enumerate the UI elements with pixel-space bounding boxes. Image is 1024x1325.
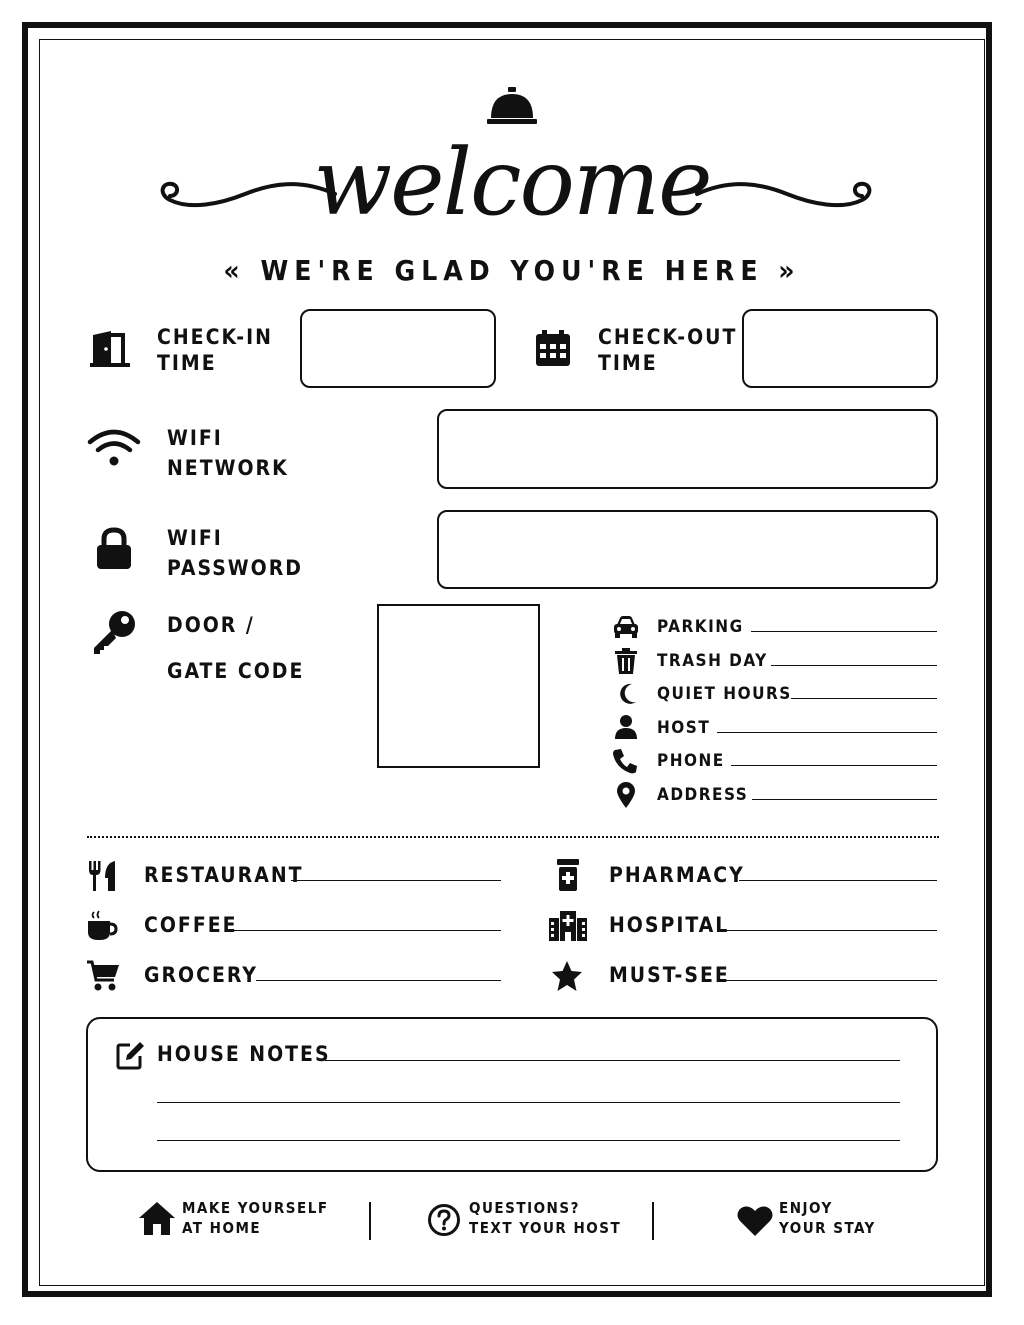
wifi-network-field[interactable] xyxy=(437,409,938,489)
wifi-icon xyxy=(87,428,141,468)
footer-questions-line2: TEXT YOUR HOST xyxy=(469,1219,622,1237)
service-bell-icon xyxy=(486,86,538,126)
info-label-parking: PARKING xyxy=(657,617,744,637)
door-code-label xyxy=(167,602,304,694)
moon-icon xyxy=(616,682,638,706)
house-notes-line-2[interactable] xyxy=(157,1102,900,1103)
wifi-password-field[interactable] xyxy=(437,510,938,589)
subtitle: « WE'RE GLAD YOU'RE HERE » xyxy=(223,254,801,287)
person-icon xyxy=(614,714,638,740)
question-circle-icon xyxy=(427,1203,461,1237)
key-icon xyxy=(90,608,138,656)
edit-icon xyxy=(116,1040,146,1070)
footer-home-line2: AT HOME xyxy=(182,1219,262,1237)
must-see-line[interactable] xyxy=(726,980,937,981)
welcome-title: welcome xyxy=(313,129,711,236)
info-label-trash-day: TRASH DAY xyxy=(657,651,768,671)
place-label-hospital: HOSPITAL xyxy=(609,913,730,937)
parking-line[interactable] xyxy=(751,631,937,632)
wifi-password-label xyxy=(167,523,303,583)
restaurant-line[interactable] xyxy=(291,880,501,881)
footer-home-line1: MAKE YOURSELF xyxy=(182,1199,329,1217)
info-label-quiet-hours: QUIET HOURS xyxy=(657,684,792,704)
info-label-address: ADDRESS xyxy=(657,785,749,805)
checkin-time-field[interactable] xyxy=(300,309,496,388)
info-label-host: HOST xyxy=(657,718,711,738)
house-notes-label: HOUSE NOTES xyxy=(157,1042,331,1066)
grocery-line[interactable] xyxy=(256,980,501,981)
footer-questions-text xyxy=(469,1198,621,1238)
door-code-field[interactable] xyxy=(377,604,540,768)
place-label-coffee: COFFEE xyxy=(144,913,238,937)
car-icon xyxy=(612,615,640,639)
place-label-grocery: GROCERY xyxy=(144,963,258,987)
wifi-network-line1: WIFI xyxy=(167,426,223,450)
pharmacy-line[interactable] xyxy=(739,880,937,881)
checkout-label-line2: TIME xyxy=(598,351,658,375)
trash-day-line[interactable] xyxy=(771,665,937,666)
phone-line[interactable] xyxy=(731,765,937,766)
place-label-pharmacy: PHARMACY xyxy=(609,863,745,887)
checkin-label xyxy=(157,324,273,376)
pill-bottle-icon xyxy=(556,858,580,892)
location-pin-icon xyxy=(616,781,636,809)
place-label-must-see: MUST-SEE xyxy=(609,963,730,987)
host-line[interactable] xyxy=(717,732,937,733)
home-icon xyxy=(138,1200,176,1236)
star-icon xyxy=(551,960,583,992)
trash-icon xyxy=(614,647,638,675)
place-label-restaurant: RESTAURANT xyxy=(144,863,304,887)
dotted-divider xyxy=(87,836,939,838)
calendar-icon xyxy=(535,328,571,368)
checkout-time-field[interactable] xyxy=(742,309,938,388)
footer-enjoy-line2: YOUR STAY xyxy=(779,1219,876,1237)
hospital-line[interactable] xyxy=(726,930,937,931)
wifi-network-label xyxy=(167,423,289,483)
coffee-line[interactable] xyxy=(234,930,501,931)
footer-home-text xyxy=(182,1198,329,1238)
shopping-cart-icon xyxy=(86,960,120,992)
hospital-icon xyxy=(548,910,588,942)
fork-knife-icon xyxy=(88,860,118,892)
door-code-line2: GATE CODE xyxy=(167,659,305,683)
coffee-cup-icon xyxy=(86,910,118,942)
lock-icon xyxy=(95,527,133,571)
footer-questions-line1: QUESTIONS? xyxy=(469,1199,580,1217)
info-label-phone: PHONE xyxy=(657,751,725,771)
house-notes-line-1[interactable] xyxy=(325,1060,900,1061)
footer-enjoy-line1: ENJOY xyxy=(779,1199,833,1217)
phone-icon xyxy=(612,748,638,774)
checkin-label-line2: TIME xyxy=(157,351,217,375)
address-line[interactable] xyxy=(752,799,937,800)
wifi-password-line1: WIFI xyxy=(167,526,223,550)
checkin-label-line1: CHECK-IN xyxy=(157,325,273,349)
door-icon xyxy=(89,329,131,369)
footer-separator-1 xyxy=(369,1202,371,1240)
wifi-network-line2: NETWORK xyxy=(167,456,289,480)
checkout-label-line1: CHECK-OUT xyxy=(598,325,738,349)
heart-icon xyxy=(737,1205,773,1237)
house-notes-line-3[interactable] xyxy=(157,1140,900,1141)
wifi-password-line2: PASSWORD xyxy=(167,556,303,580)
door-code-line1: DOOR / xyxy=(167,613,255,637)
checkout-label xyxy=(598,324,737,376)
footer-separator-2 xyxy=(652,1202,654,1240)
quiet-hours-line[interactable] xyxy=(791,698,937,699)
footer-enjoy-text xyxy=(779,1198,876,1238)
